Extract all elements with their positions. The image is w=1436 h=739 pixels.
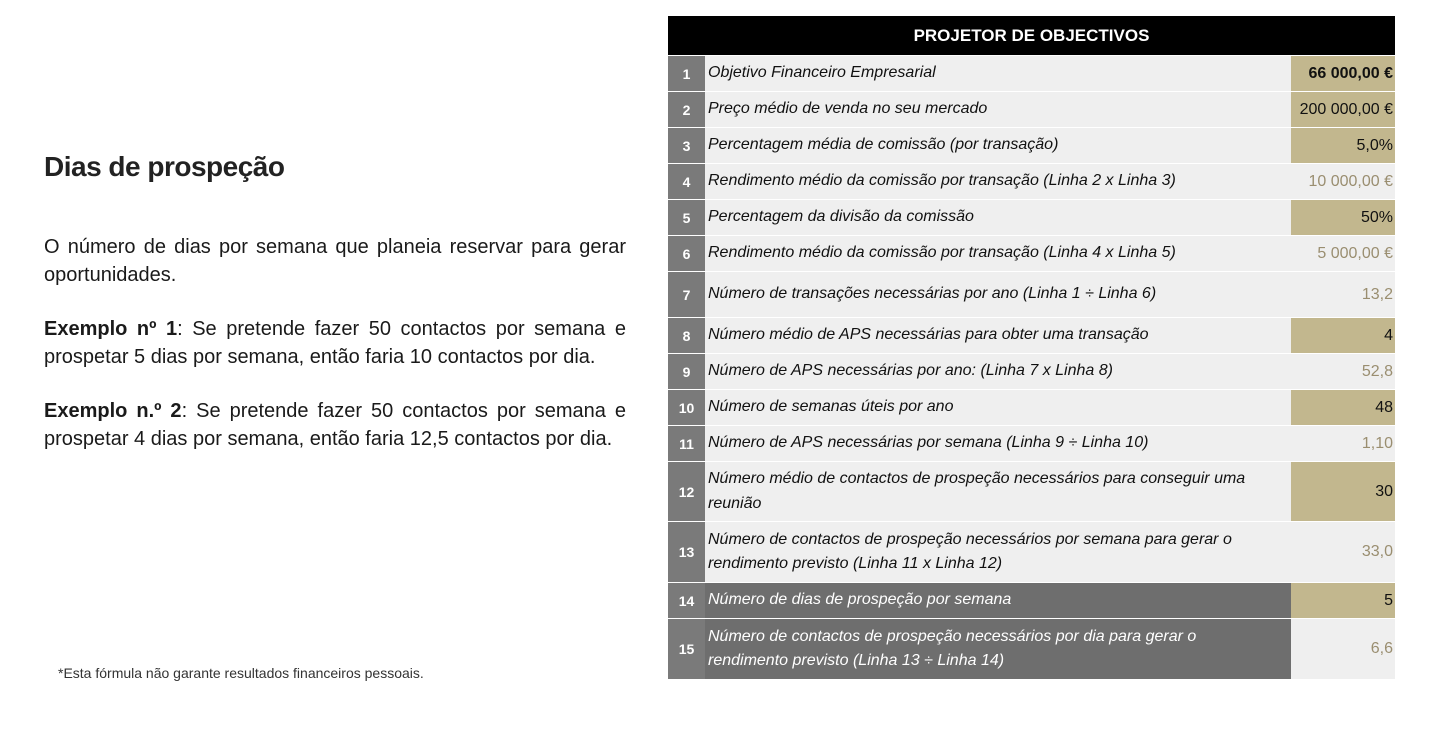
row-value-calculated: 10 000,00 € xyxy=(1291,164,1395,199)
row-number: 13 xyxy=(668,522,705,582)
row-value-calculated: 1,10 xyxy=(1291,426,1395,461)
row-number: 3 xyxy=(668,128,705,163)
row-value-input[interactable]: 5 xyxy=(1291,583,1395,618)
example-1-text: : Se pretende fazer 50 contactos por semana e prospetar 5 dias por semana, então faria 10 contactos por dia. xyxy=(44,318,626,368)
row-label: Número de contactos de prospeção necessários por semana para gerar o rendimento previsto (Linha 11 x Linha 12) xyxy=(705,522,1291,582)
table-row xyxy=(668,55,1395,91)
table-row xyxy=(668,199,1395,235)
intro-paragraph: O número de dias por semana que planeia reservar para gerar oportunidades. xyxy=(44,236,626,286)
row-label: Objetivo Financeiro Empresarial xyxy=(705,56,1291,91)
example-2-text: : Se pretende fazer 50 contactos por semana e prospetar 4 dias por semana, então faria 12,5 contactos por dia. xyxy=(44,400,626,450)
row-value-calculated: 6,6 xyxy=(1291,619,1395,679)
row-label: Número de contactos de prospeção necessários por dia para gerar o rendimento previsto (Linha 13 ÷ Linha 14) xyxy=(705,619,1291,679)
content-panel xyxy=(44,150,626,480)
table-row xyxy=(668,317,1395,353)
row-label: Preço médio de venda no seu mercado xyxy=(705,92,1291,127)
row-value-input[interactable]: 200 000,00 € xyxy=(1291,92,1395,127)
row-label: Rendimento médio da comissão por transação (Linha 2 x Linha 3) xyxy=(705,164,1291,199)
row-number: 12 xyxy=(668,462,705,521)
example-1-label: Exemplo nº 1 xyxy=(44,318,178,340)
row-number: 7 xyxy=(668,272,705,317)
table-row xyxy=(668,271,1395,317)
row-value-input[interactable]: 5,0% xyxy=(1291,128,1395,163)
row-value-input[interactable]: 48 xyxy=(1291,390,1395,425)
table-row xyxy=(668,91,1395,127)
row-number: 4 xyxy=(668,164,705,199)
row-number: 14 xyxy=(668,583,705,618)
row-label: Percentagem da divisão da comissão xyxy=(705,200,1291,235)
footnote: *Esta fórmula não garante resultados financeiros pessoais. xyxy=(58,665,424,681)
row-value-input[interactable]: 50% xyxy=(1291,200,1395,235)
row-label: Número de APS necessárias por semana (Linha 9 ÷ Linha 10) xyxy=(705,426,1291,461)
row-label: Percentagem média de comissão (por transação) xyxy=(705,128,1291,163)
row-number: 6 xyxy=(668,236,705,271)
row-number: 15 xyxy=(668,619,705,679)
table-row xyxy=(668,461,1395,521)
table-row xyxy=(668,521,1395,582)
table-row xyxy=(668,235,1395,271)
row-label: Número de APS necessárias por ano: (Linha 7 x Linha 8) xyxy=(705,354,1291,389)
row-label: Número de semanas úteis por ano xyxy=(705,390,1291,425)
row-value-input[interactable]: 4 xyxy=(1291,318,1395,353)
table-row xyxy=(668,618,1395,679)
row-value-input[interactable]: 66 000,00 € xyxy=(1291,56,1395,91)
row-number: 1 xyxy=(668,56,705,91)
table-row xyxy=(668,582,1395,618)
row-label: Número de transações necessárias por ano (Linha 1 ÷ Linha 6) xyxy=(705,272,1291,317)
row-value-calculated: 5 000,00 € xyxy=(1291,236,1395,271)
row-number: 9 xyxy=(668,354,705,389)
row-number: 5 xyxy=(668,200,705,235)
table-row xyxy=(668,353,1395,389)
row-label: Rendimento médio da comissão por transação (Linha 4 x Linha 5) xyxy=(705,236,1291,271)
example-2-label: Exemplo n.º 2 xyxy=(44,400,182,422)
row-value-input[interactable]: 30 xyxy=(1291,462,1395,521)
row-value-calculated: 13,2 xyxy=(1291,272,1395,317)
row-number: 8 xyxy=(668,318,705,353)
row-number: 10 xyxy=(668,390,705,425)
goal-projector-table xyxy=(668,16,1395,679)
table-row xyxy=(668,425,1395,461)
table-row xyxy=(668,389,1395,425)
example-2-paragraph xyxy=(44,398,626,453)
row-value-calculated: 52,8 xyxy=(1291,354,1395,389)
example-1-paragraph xyxy=(44,316,626,371)
table-title: PROJETOR DE OBJECTIVOS xyxy=(668,16,1395,55)
row-label: Número médio de APS necessárias para obter uma transação xyxy=(705,318,1291,353)
row-label: Número médio de contactos de prospeção necessários para conseguir uma reunião xyxy=(705,462,1291,521)
table-row xyxy=(668,127,1395,163)
row-number: 2 xyxy=(668,92,705,127)
row-value-calculated: 33,0 xyxy=(1291,522,1395,582)
row-label: Número de dias de prospeção por semana xyxy=(705,583,1291,618)
row-number: 11 xyxy=(668,426,705,461)
table-row xyxy=(668,163,1395,199)
page-title: Dias de prospeção xyxy=(44,151,285,182)
